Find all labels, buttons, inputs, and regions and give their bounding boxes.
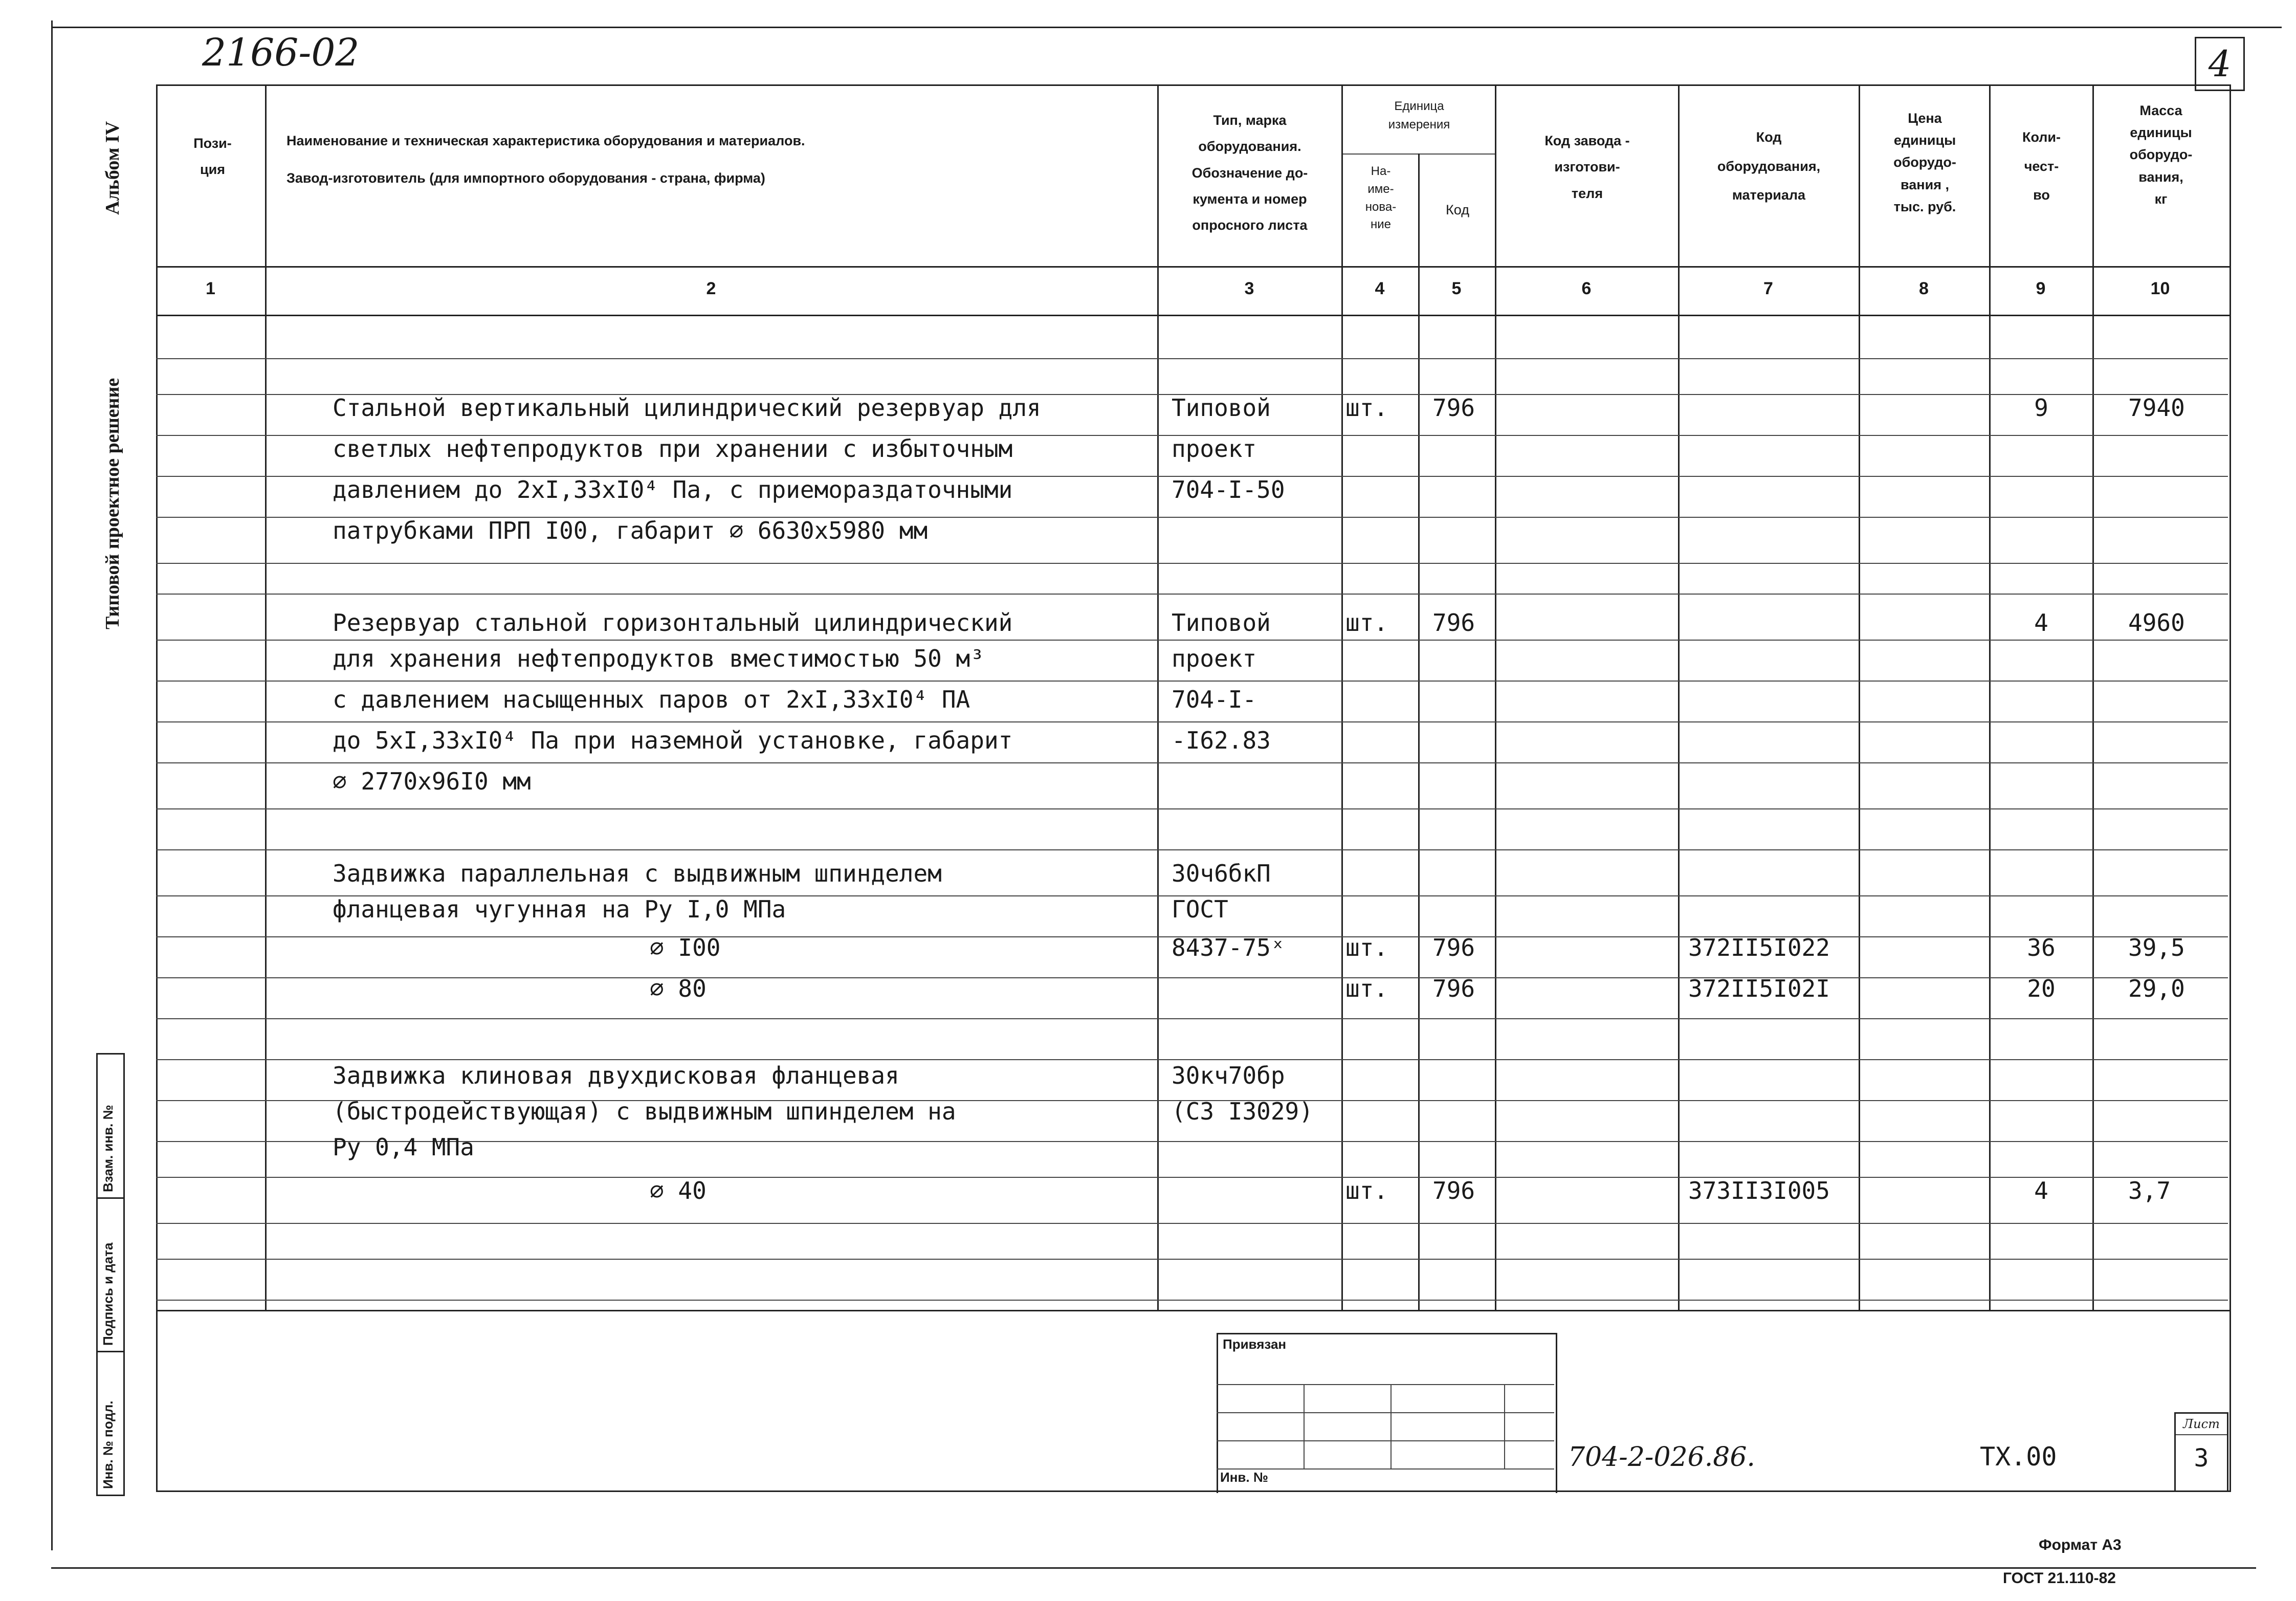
cell-name: ∅ 2770х96I0 мм bbox=[333, 767, 531, 795]
page-number: 4 bbox=[2208, 43, 2232, 85]
cell-qty: 20 bbox=[2027, 975, 2056, 1002]
hdr-position: Пози- ция bbox=[193, 136, 232, 178]
colnum-7: 7 bbox=[1763, 279, 1773, 298]
row-line bbox=[156, 808, 2228, 809]
cell-code: 796 bbox=[1432, 609, 1475, 637]
cell-name: до 5хI,33хI0⁴ Па при наземной установке, габарит bbox=[333, 727, 1013, 754]
cell-equip-code: 373II3I005 bbox=[1688, 1177, 1830, 1204]
cell-name: патрубками ПРП I00, габарит ∅ 6630х5980 мм bbox=[333, 517, 928, 544]
row-line bbox=[156, 1223, 2228, 1224]
hdr-qty: Коли- чест- во bbox=[2022, 129, 2061, 203]
cell-type: проект bbox=[1172, 435, 1257, 463]
cell-name: Резервуар стальной горизонтальный цилиндрический bbox=[333, 609, 1013, 637]
colnum-3: 3 bbox=[1244, 279, 1254, 298]
row-line bbox=[156, 1300, 2228, 1301]
hdr-name: Наименование и техническая характеристика оборудования и материалов. Завод-изготовитель (для импортного оборудования - страна, фирма) bbox=[286, 133, 805, 186]
cell-name: Ру 0,4 МПа bbox=[333, 1133, 474, 1161]
format-label: Формат А3 bbox=[2039, 1537, 2122, 1553]
cell-name: ∅ 40 bbox=[650, 1177, 707, 1204]
cell-type: -I62.83 bbox=[1172, 727, 1271, 754]
project-label: Типовой проектное решение bbox=[102, 378, 123, 629]
doc-number: 2166-02 bbox=[202, 31, 360, 75]
cell-qty: 4 bbox=[2034, 609, 2048, 637]
colnum-10: 10 bbox=[2150, 279, 2170, 298]
hdr-price: Цена единицы оборудо- вания , тыс. руб. bbox=[1893, 111, 1956, 214]
hdr-type: Тип, марка оборудования. Обозначение до- кумента и номер опросного листа bbox=[1191, 113, 1308, 233]
album-label: Альбом IV bbox=[102, 121, 123, 215]
cell-code: 796 bbox=[1432, 394, 1475, 422]
stamp-vzam-inv: Взам. инв. № bbox=[100, 1105, 116, 1192]
row-line bbox=[156, 563, 2228, 564]
cell-mass: 7940 bbox=[2128, 394, 2185, 422]
cell-code: 796 bbox=[1432, 975, 1475, 1002]
cell-type: Типовой bbox=[1172, 609, 1271, 637]
doc-code: 704-2-026.86. bbox=[1568, 1442, 1755, 1473]
cell-type: проект bbox=[1172, 645, 1257, 672]
sheet-label: Лист bbox=[2176, 1414, 2227, 1435]
inv-label: Инв. № bbox=[1220, 1470, 1268, 1485]
row-line bbox=[156, 721, 2228, 722]
hdr-equip-code: Код оборудования, материала bbox=[1717, 129, 1821, 203]
cell-mass: 3,7 bbox=[2128, 1177, 2171, 1204]
cell-name: давлением до 2хI,33хI0⁴ Па, с приемораздаточными bbox=[333, 476, 1013, 503]
cell-type: 704-I-50 bbox=[1172, 476, 1285, 503]
cell-type: ГОСТ bbox=[1172, 895, 1228, 923]
gost-label: ГОСТ 21.110-82 bbox=[2003, 1570, 2116, 1587]
cell-type: 30кч70бр bbox=[1172, 1062, 1285, 1089]
cell-name: Задвижка клиновая двухдисковая фланцевая bbox=[333, 1062, 899, 1089]
cell-mass: 4960 bbox=[2128, 609, 2185, 637]
cell-name: для хранения нефтепродуктов вместимостью 50 м³ bbox=[333, 645, 984, 672]
row-line bbox=[156, 594, 2228, 595]
doc-mark: ТХ.00 bbox=[1980, 1442, 2057, 1472]
cell-name: фланцевая чугунная на Ру I,0 МПа bbox=[333, 895, 786, 923]
row-line bbox=[156, 640, 2228, 641]
row-line bbox=[156, 358, 2228, 359]
hdr-factory-code: Код завода - изготови- теля bbox=[1544, 133, 1630, 201]
cell-equip-code: 372II5I02I bbox=[1688, 975, 1830, 1002]
row-line bbox=[156, 762, 2228, 763]
hdr-mass: Масса единицы оборудо- вания, кг bbox=[2129, 103, 2193, 207]
frame-top bbox=[51, 27, 2282, 28]
cell-type: Типовой bbox=[1172, 394, 1271, 422]
colnum-1: 1 bbox=[206, 279, 215, 298]
cell-equip-code: 372II5I022 bbox=[1688, 934, 1830, 961]
cell-type: (СЗ I3029) bbox=[1172, 1098, 1313, 1125]
colnum-6: 6 bbox=[1581, 279, 1592, 298]
stamp-signature-date: Подпись и дата bbox=[100, 1242, 116, 1346]
frame-bottom bbox=[51, 1567, 2256, 1569]
row-line bbox=[156, 1259, 2228, 1260]
cell-type: 704-I- bbox=[1172, 686, 1257, 713]
cell-name: (быстродействующая) с выдвижным шпинделем на bbox=[333, 1098, 956, 1125]
cell-unit: шт. bbox=[1345, 1177, 1388, 1204]
row-line bbox=[156, 1018, 2228, 1019]
hdr-unit-name: На- име- нова- ние bbox=[1365, 164, 1397, 232]
stamp-inv-podl: Инв. № подл. bbox=[100, 1400, 116, 1489]
colnum-9: 9 bbox=[2036, 279, 2046, 298]
cell-name: Задвижка параллельная с выдвижным шпинделем bbox=[333, 860, 942, 887]
cell-qty: 4 bbox=[2034, 1177, 2048, 1204]
colnum-8: 8 bbox=[1919, 279, 1929, 298]
sheet-box bbox=[2174, 1412, 2228, 1492]
cell-code: 796 bbox=[1432, 934, 1475, 961]
cell-unit: шт. bbox=[1345, 934, 1388, 961]
cell-name: Стальной вертикальный цилиндрический резервуар для bbox=[333, 394, 1041, 422]
cell-unit: шт. bbox=[1345, 609, 1388, 637]
cell-qty: 36 bbox=[2027, 934, 2056, 961]
row-line bbox=[156, 681, 2228, 682]
frame-left bbox=[51, 20, 53, 1550]
cell-unit: шт. bbox=[1345, 394, 1388, 422]
cell-mass: 39,5 bbox=[2128, 934, 2185, 961]
hdr-unit-code: Код bbox=[1446, 202, 1469, 217]
cell-name: ∅ I00 bbox=[650, 934, 721, 961]
page-number-box bbox=[2195, 37, 2245, 91]
colnum-4: 4 bbox=[1375, 279, 1385, 298]
cell-unit: шт. bbox=[1345, 975, 1388, 1002]
cell-name: светлых нефтепродуктов при хранении с избыточным bbox=[333, 435, 1013, 463]
colnum-2: 2 bbox=[706, 279, 716, 298]
cell-name: с давлением насыщенных паров от 2хI,33хI0⁴ ПА bbox=[333, 686, 970, 713]
bound-label: Привязан bbox=[1223, 1336, 1287, 1352]
cell-mass: 29,0 bbox=[2128, 975, 2185, 1002]
colnum-5: 5 bbox=[1451, 279, 1462, 298]
sheet-number: 3 bbox=[2194, 1444, 2209, 1473]
cell-qty: 9 bbox=[2034, 394, 2048, 422]
cell-type: 30ч6бкП bbox=[1172, 860, 1271, 887]
cell-code: 796 bbox=[1432, 1177, 1475, 1204]
cell-name: ∅ 80 bbox=[650, 975, 707, 1002]
cell-type: 8437-75ˣ bbox=[1172, 934, 1285, 961]
row-line bbox=[156, 1059, 2228, 1060]
hdr-unit-group: Единица измерения bbox=[1388, 99, 1450, 131]
row-line bbox=[156, 849, 2228, 850]
